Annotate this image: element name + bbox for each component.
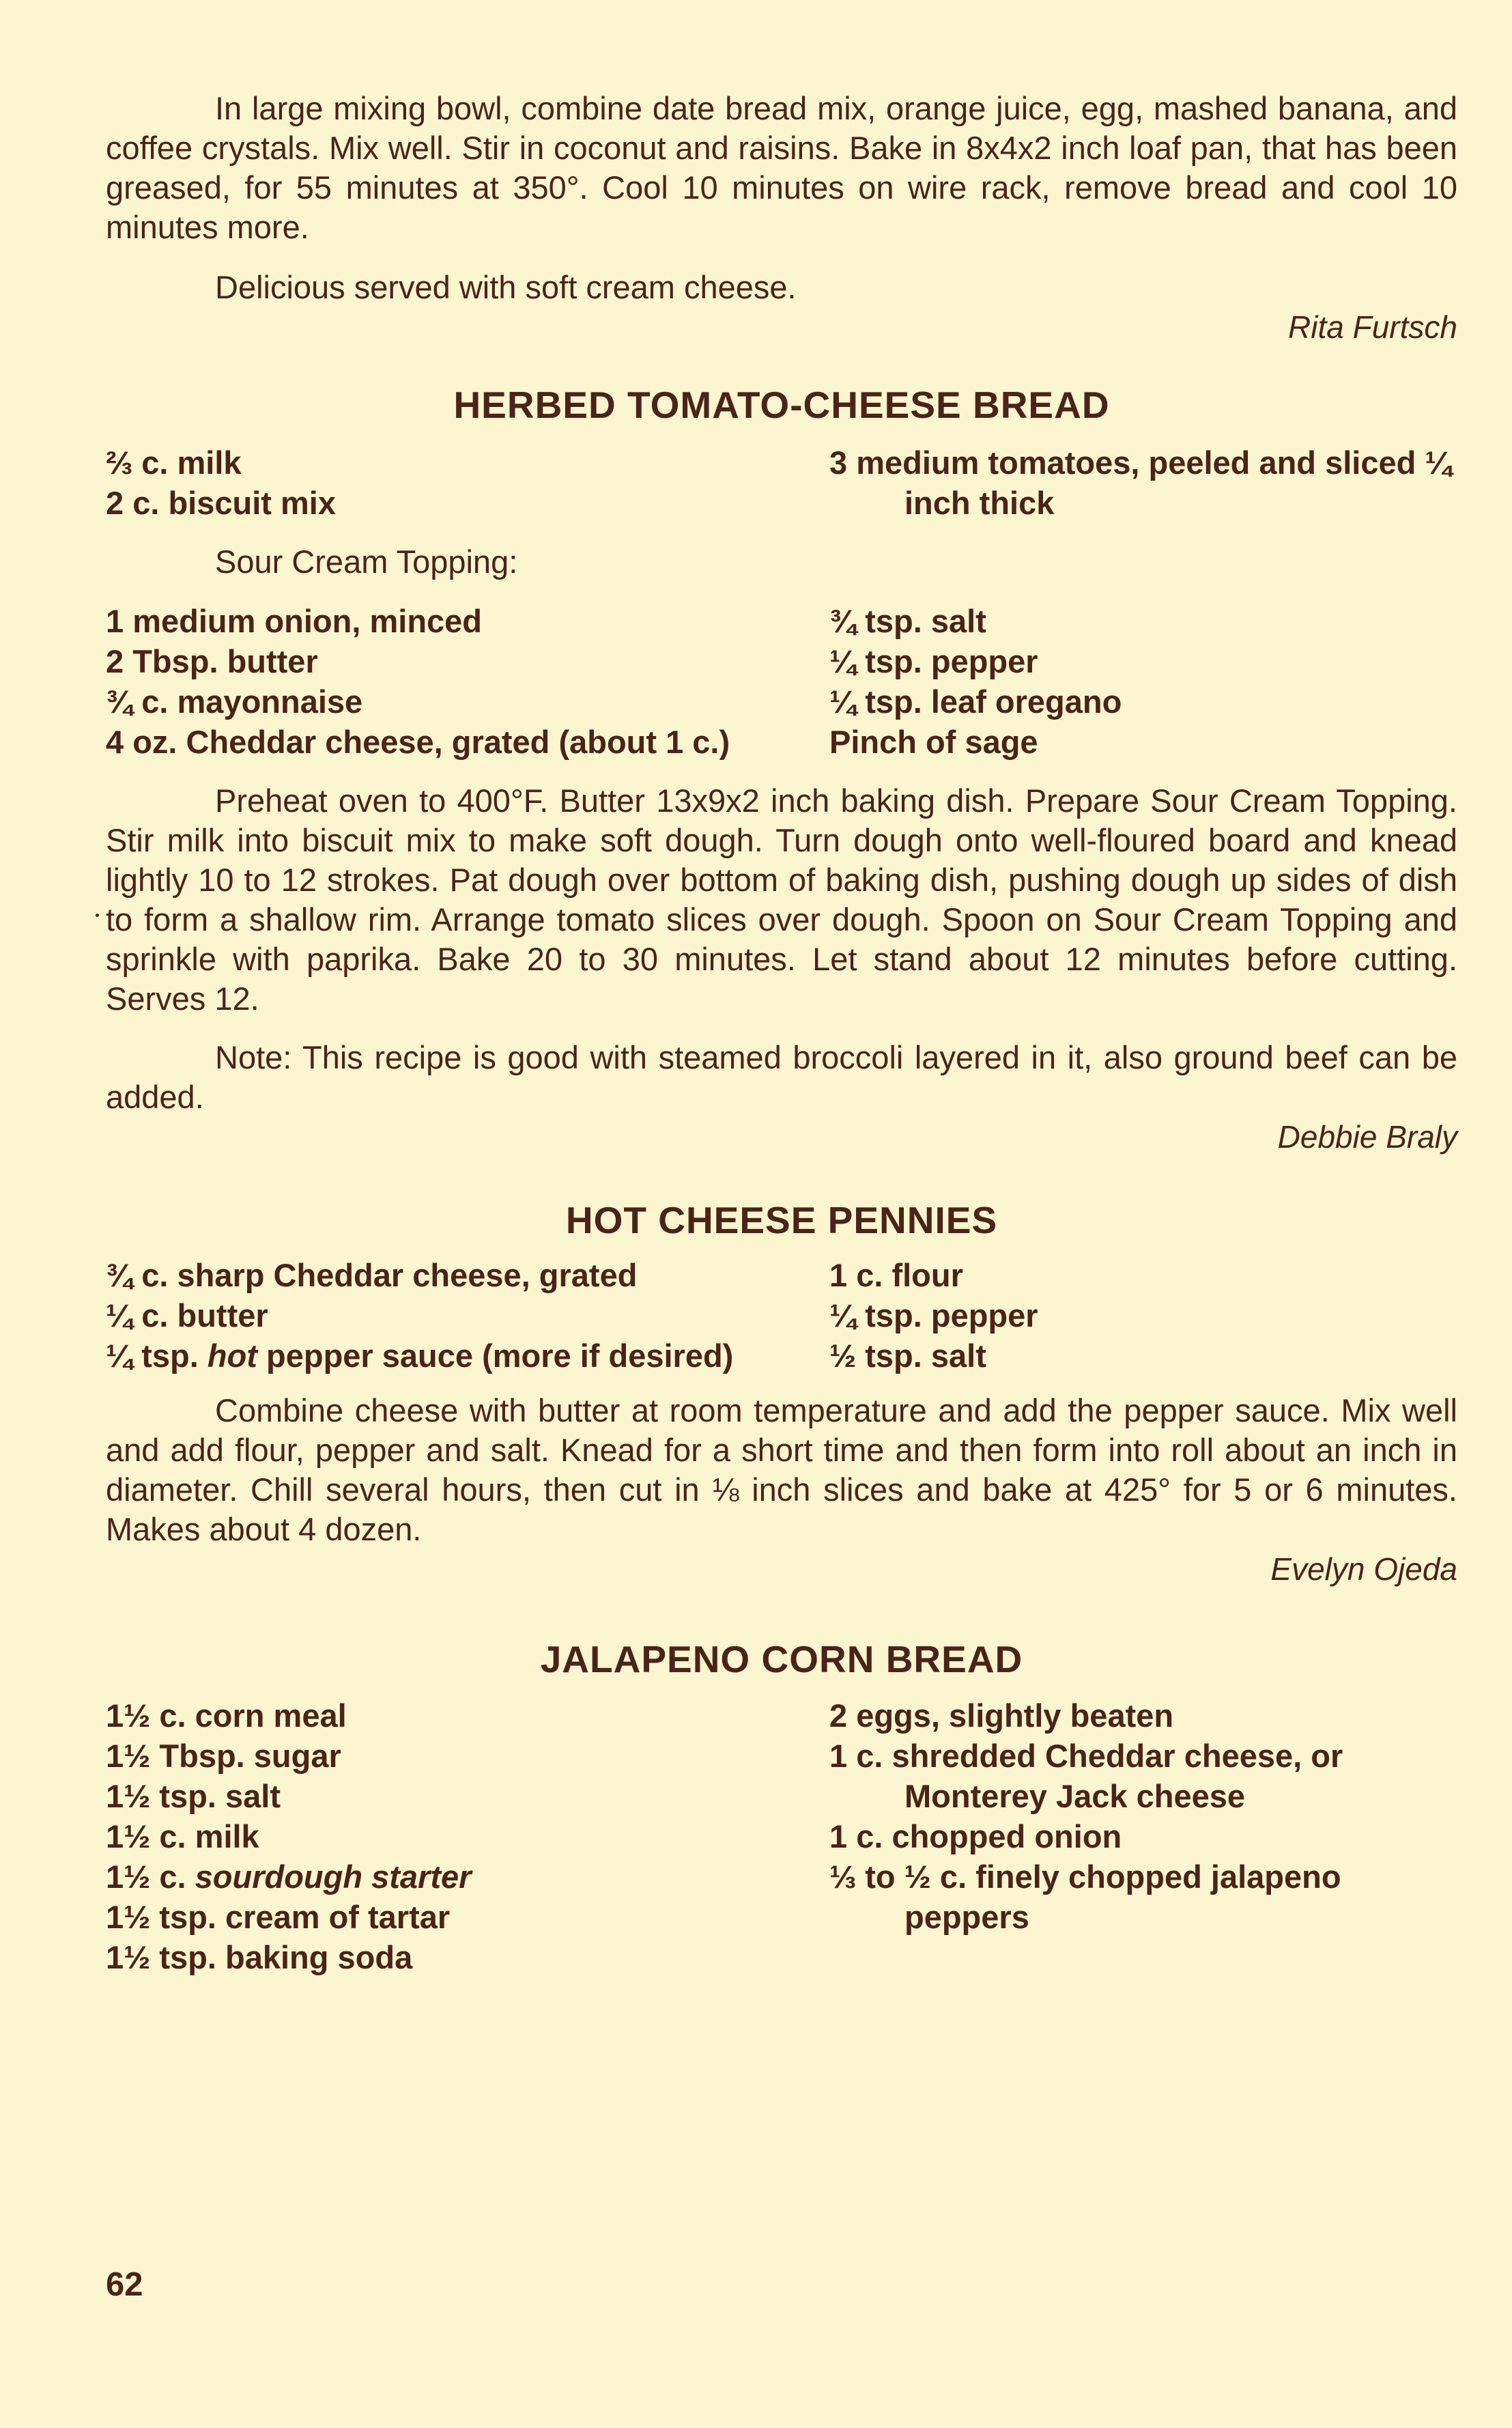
recipe2-ingredients [106,1255,1457,1376]
intro-directions: In large mixing bowl, combine date bread mix, orange juice, egg, mashed banana, and coffee crystals. Mix well. Stir in coconut and raisins. Bake in 8x4x2 inch loaf pan, that has been greased, for 55 minutes at 350°. Cool 10 minutes on wire rack, remove bread and cool 10 minutes more. [106,90,1457,245]
ingredient: 1 c. flour [829,1257,963,1293]
ingredient: ¼ tsp. leaf oregano [829,683,1122,720]
ingredient-text: ¼ tsp. [106,1338,208,1374]
ingredient: 1½ tsp. baking soda [106,1939,413,1975]
ingredient: ⅔ c. milk [106,444,242,481]
recipe1-note: Note: This recipe is good with steamed broccoli layered in it, also ground beef can be added. [106,1039,1457,1115]
ingredient: 2 eggs, slightly beaten [829,1697,1174,1734]
ingredient: 1½ tsp. salt [106,1778,281,1814]
ingredient-text: 1½ c. [106,1859,195,1895]
ingredient: ¾ tsp. salt [829,603,986,639]
ingredient: ½ tsp. salt [829,1338,986,1374]
ingredient-emphasis: sourdough starter [195,1859,472,1895]
recipe2-directions: Combine cheese with butter at room temperature and add the pepper sauce. Mix well and add flour, pepper and salt. Knead for a short time and then form into roll about an inch in diameter. Chill several hours, then cut in ⅛ inch slices and bake at 425° for 5 or 6 minutes. Makes about 4 dozen. [106,1392,1457,1547]
recipe-title-jalapeno-corn-bread: JALAPENO CORN BREAD [540,1638,1023,1680]
recipe3-ingredients [106,1695,1457,1977]
sour-cream-topping-heading: Sour Cream Topping: [215,544,518,580]
recipe1-author: Debbie Braly [1277,1119,1457,1155]
ingredient-sourdough-starter [106,1857,788,1897]
recipe3-ingredients-left [106,1695,788,1977]
ingredient: 1 c. shredded Cheddar cheese, or Monterey Jack cheese [829,1738,1343,1814]
ingredient: 2 c. biscuit mix [106,485,336,521]
ingredient: ¼ tsp. pepper [829,1297,1038,1333]
recipe-title-hot-cheese-pennies: HOT CHEESE PENNIES [565,1199,998,1241]
ingredient: 1½ c. corn meal [106,1697,347,1734]
topping-ingredients-left [106,601,788,762]
ingredient: ¼ c. butter [106,1297,268,1333]
ingredient: ¼ tsp. pepper [829,643,1038,679]
ingredient-text: pepper sauce (more if desired) [257,1338,734,1374]
recipe2-ingredients-right [829,1255,1457,1376]
ingredient: 1 medium onion, minced [106,603,483,639]
recipe1-directions: Preheat oven to 400°F. Butter 13x9x2 inch baking dish. Prepare Sour Cream Topping. Stir milk into biscuit mix to make soft dough. Turn dough onto well-floured board and knead lightly 10 to 12 strokes. Pat dough over bottom of baking dish, pushing dough up sides of dish to form a shallow rim. Arrange tomato slices over dough. Spoon on Sour Cream Topping and sprinkle with paprika. Bake 20 to 30 minutes. Let stand about 12 minutes before cutting. Serves 12. [106,782,1457,1017]
intro-serving-note: Delicious served with soft cream cheese. [215,269,797,305]
ingredient-hot-pepper-sauce [106,1336,788,1376]
ingredient: 1½ c. milk [106,1818,259,1854]
recipe1-ingredients [106,442,1457,523]
cookbook-page [106,89,1457,1977]
recipe1-ingredients-right [829,442,1457,523]
topping-ingredients [106,601,1457,762]
ingredient: 1½ Tbsp. sugar [106,1738,341,1774]
ingredient: Pinch of sage [829,724,1038,760]
ingredient: 3 medium tomatoes, peeled and sliced ¼ inch thick [829,444,1452,521]
recipe-title-herbed-tomato-cheese-bread: HERBED TOMATO-CHEESE BREAD [453,384,1110,426]
print-speck [96,914,99,917]
topping-ingredients-right [829,601,1457,762]
ingredient: 1 c. chopped onion [829,1818,1122,1854]
recipe2-ingredients-left [106,1255,788,1376]
recipe2-author: Evelyn Ojeda [1270,1551,1457,1587]
ingredient: 2 Tbsp. butter [106,643,318,679]
ingredient: ⅓ to ½ c. finely chopped jalapeno peppers [829,1859,1341,1935]
recipe3-ingredients-right [829,1695,1457,1977]
ingredient: 4 oz. Cheddar cheese, grated (about 1 c.) [106,724,730,760]
ingredient: 1½ tsp. cream of tartar [106,1899,451,1935]
ingredient: ¾ c. mayonnaise [106,683,363,720]
ingredient-emphasis: hot [207,1338,257,1374]
ingredient: ¾ c. sharp Cheddar cheese, grated [106,1257,638,1293]
recipe1-ingredients-left [106,442,788,523]
intro-author: Rita Furtsch [1288,309,1457,345]
page-number: 62 [106,2266,143,2303]
